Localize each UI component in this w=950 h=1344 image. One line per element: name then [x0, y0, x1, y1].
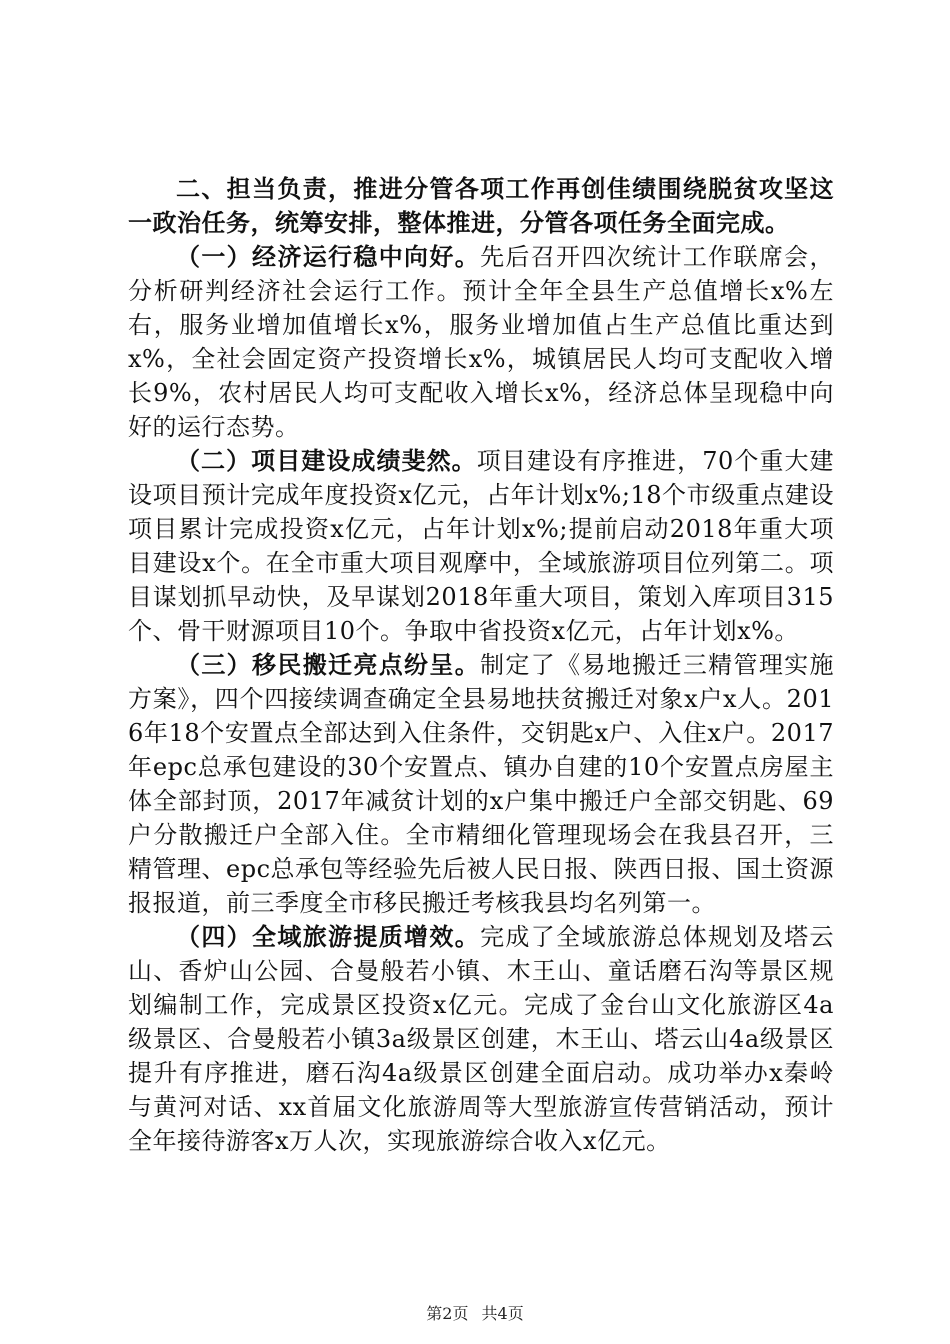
page-number: 第2页: [426, 1304, 469, 1323]
section-title-3: （三）移民搬迁亮点纷呈。: [176, 650, 481, 679]
section-text-4: 完成了全域旅游总体规划及塔云山、香炉山公园、合曼般若小镇、木王山、童话磨石沟等景区规划编制工作，完成景区投资x亿元。完成了金台山文化旅游区4a级景区、合曼般若小镇3a级景区创建，木王山、塔云山4a级景区提升有序推进，磨石沟4a级景区创建全面启动。成功举办x秦岭与黄河对话、xx首届文化旅游周等大型旅游宣传营销活动，预计全年接待游客x万人次，实现旅游综合收入x亿元。: [128, 923, 835, 1155]
section-text-1: 先后召开四次统计工作联席会，分析研判经济社会运行工作。预计全年全县生产总值增长x%左右，服务业增加值增长x%，服务业增加值占生产总值比重达到x%，全社会固定资产投资增长x%，城镇居民人均可支配收入增长9%，农村居民人均可支配收入增长x%，经济总体呈现稳中向好的运行态势。: [128, 243, 835, 441]
section-title-2: （二）项目建设成绩斐然。: [176, 446, 477, 475]
section-paragraph-3: [128, 648, 834, 920]
section-paragraph-1: [128, 240, 834, 444]
section-heading: 二、担当负责，推进分管各项工作再创佳绩围绕脱贫攻坚这一政治任务，统筹安排，整体推进，分管各项任务全面完成。: [128, 174, 834, 237]
document-body: [128, 172, 834, 1158]
section-text-2: 项目建设有序推进，70个重大建设项目预计完成年度投资x亿元，占年计划x%;18个市级重点建设项目累计完成投资x亿元，占年计划x%;提前启动2018年重大项目建设x个。在全市重大项目观摩中，全域旅游项目位列第二。项目谋划抓早动快，及早谋划2018年重大项目，策划入库项目315个、骨干财源项目10个。争取中省投资x亿元，占年计划x%。: [128, 447, 834, 645]
section-text-3: 制定了《易地搬迁三精管理实施方案》，四个四接续调查确定全县易地扶贫搬迁对象x户x人。2016年18个安置点全部达到入住条件，交钥匙x户、入住x户。2017年epc总承包建设的30个安置点、镇办自建的10个安置点房屋主体全部封顶，2017年减贫计划的x户集中搬迁户全部交钥匙、69户分散搬迁户全部入住。全市精细化管理现场会在我县召开，三精管理、epc总承包等经验先后被人民日报、陕西日报、国土资源报报道，前三季度全市移民搬迁考核我县均名列第一。: [128, 651, 835, 917]
section-paragraph-4: [128, 920, 834, 1158]
section-title-4: （四）全域旅游提质增效。: [176, 922, 481, 951]
page-footer: [0, 1304, 950, 1324]
section-paragraph-2: [128, 444, 834, 648]
page-total: 共4页: [481, 1304, 524, 1323]
section-title-1: （一）经济运行稳中向好。: [176, 242, 481, 271]
